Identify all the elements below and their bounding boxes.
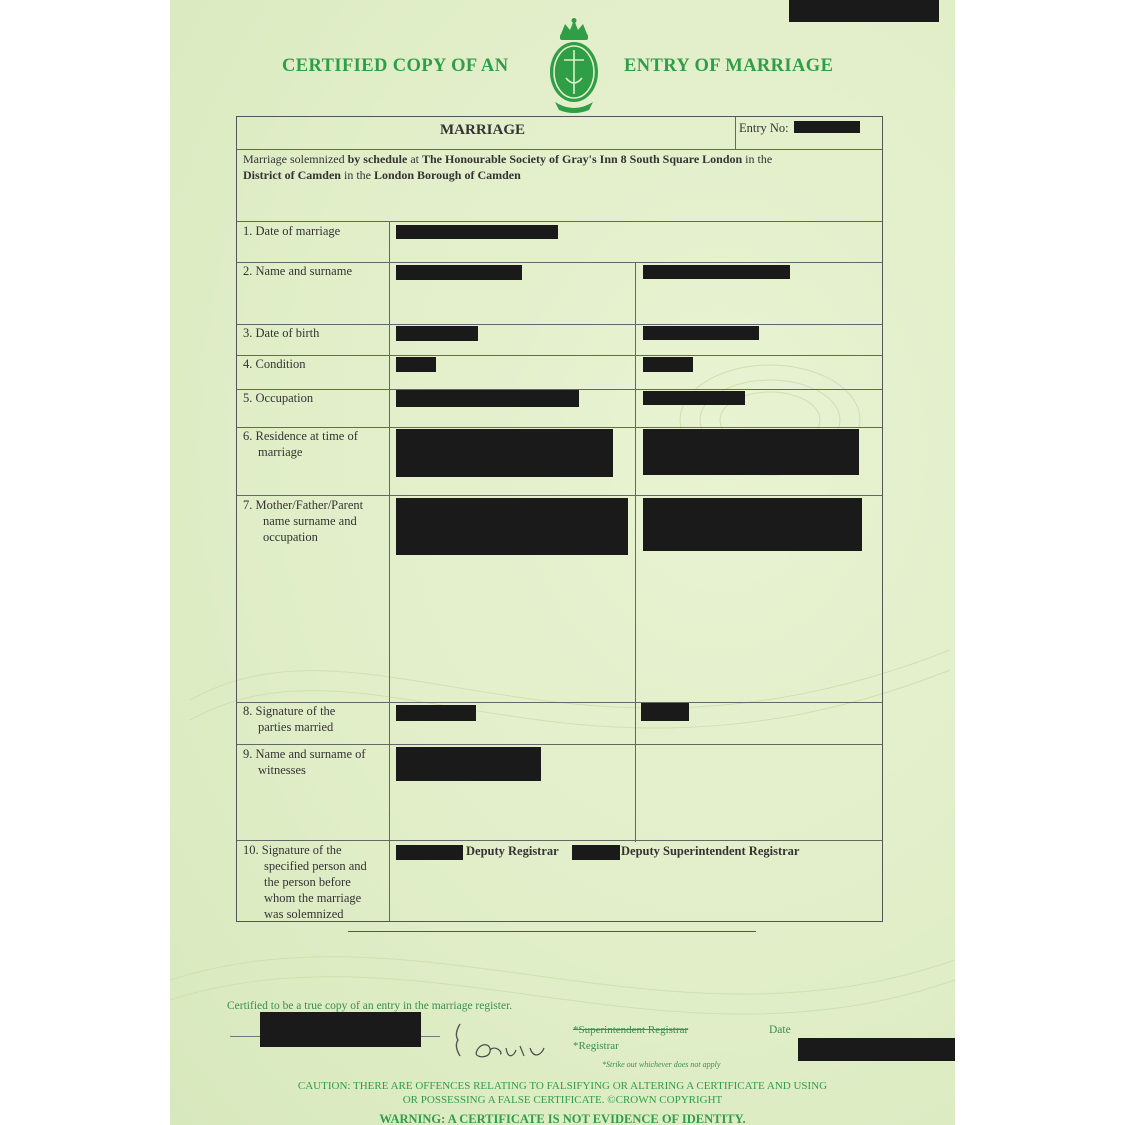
- redacted-witnesses: [396, 747, 541, 781]
- label-signature-parties: 8. Signature of the parties married: [243, 704, 336, 734]
- label-residence: 6. Residence at time of marriage: [243, 429, 358, 459]
- label-signature-registrar: 10. Signature of the specified person and the person before whom the marriage was solemnized: [243, 843, 367, 921]
- redacted-residence-party1: [396, 429, 613, 477]
- redacted-reference: [789, 0, 939, 22]
- warning-line: WARNING: A CERTIFICATE IS NOT EVIDENCE OF IDENTITY.: [379, 1112, 746, 1125]
- certified-true-copy: Certified to be a true copy of an entry in the marriage register.: [227, 1000, 513, 1012]
- entry-no-label: Entry No:: [739, 121, 789, 135]
- deputy-registrar-text: Deputy Registrar: [466, 844, 559, 858]
- marriage-entry-form: [236, 116, 883, 922]
- redacted-superintendent-signature: [572, 845, 620, 860]
- redacted-dob-party2: [643, 326, 759, 340]
- form-title: MARRIAGE: [440, 122, 525, 138]
- label-name-surname: 2. Name and surname: [243, 264, 352, 278]
- label-occupation: 5. Occupation: [243, 391, 314, 405]
- date-label: Date: [769, 1024, 791, 1036]
- heading-left: CERTIFIED COPY OF AN: [282, 56, 509, 76]
- redacted-signature-footer: [260, 1012, 421, 1047]
- caution-line-2: OR POSSESSING A FALSE CERTIFICATE. ©CROWN COPYRIGHT: [402, 1094, 723, 1106]
- deputy-handwriting: [452, 1020, 552, 1062]
- redacted-occupation-party1: [396, 390, 579, 407]
- redacted-parents-party1: [396, 498, 628, 555]
- label-date-of-birth: 3. Date of birth: [243, 326, 320, 340]
- caution-line-1: CAUTION: THERE ARE OFFENCES RELATING TO FALSIFYING OR ALTERING A CERTIFICATE AND USING: [297, 1080, 828, 1092]
- deputy-superintendent-text: Deputy Superintendent Registrar: [621, 844, 800, 858]
- redacted-condition-party2: [643, 357, 693, 372]
- redacted-entry-no: [794, 121, 860, 133]
- redacted-dob-party1: [396, 326, 478, 341]
- redacted-parents-party2: [643, 498, 862, 551]
- redacted-condition-party1: [396, 357, 436, 372]
- label-condition: 4. Condition: [243, 357, 306, 371]
- certificate-paper: [170, 0, 955, 1125]
- redacted-name-party2: [643, 265, 790, 279]
- heading-right: ENTRY OF MARRIAGE: [624, 56, 834, 76]
- redacted-residence-party2: [643, 429, 859, 475]
- redacted-registrar-signature: [396, 845, 463, 860]
- label-parents: 7. Mother/Father/Parent name surname and occupation: [243, 498, 364, 544]
- redacted-date-of-marriage: [396, 225, 558, 239]
- label-witnesses: 9. Name and surname of witnesses: [243, 747, 366, 777]
- redacted-issue-date: [798, 1038, 955, 1061]
- strike-note: *Strike out whichever does not apply: [602, 1060, 721, 1069]
- redacted-signature-party1: [396, 705, 476, 721]
- label-date-of-marriage: 1. Date of marriage: [243, 224, 341, 238]
- superintendent-registrar-struck: *Superintendent Registrar: [573, 1024, 689, 1036]
- royal-crest-icon: [543, 18, 605, 114]
- redacted-occupation-party2: [643, 391, 745, 405]
- redacted-signature-party2: [641, 703, 689, 721]
- redacted-name-party1: [396, 265, 522, 280]
- registrar-label: *Registrar: [573, 1040, 619, 1052]
- solemnized-text: Marriage solemnized by schedule at The Honourable Society of Gray's Inn 8 South Square London in the District of Camden in the London Borough of Camden: [243, 152, 773, 182]
- divider-line: [348, 931, 756, 932]
